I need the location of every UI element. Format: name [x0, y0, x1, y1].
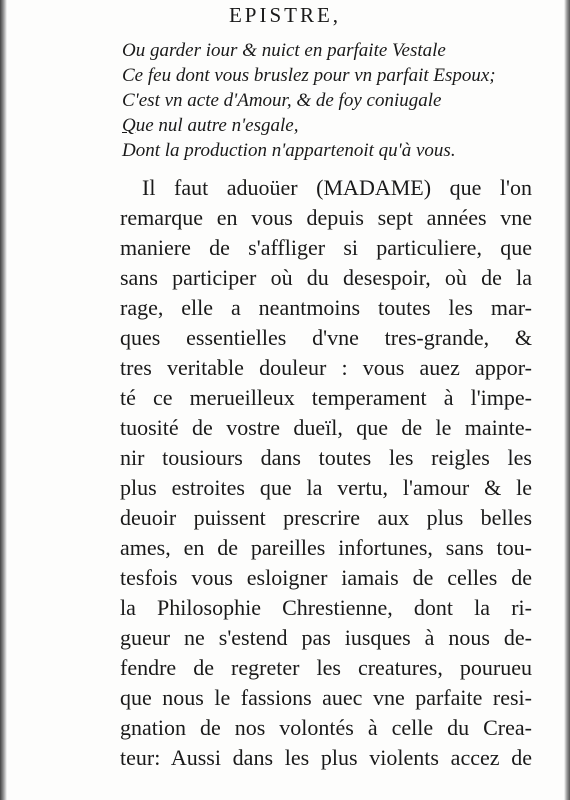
prose-line: té ce merueilleux temperament à l'impe- [120, 385, 532, 410]
running-head: EPISTRE, [228, 3, 342, 27]
prose-line: ques essentielles d'vne tres-grande, & [120, 325, 532, 350]
verse-line: C'est vn acte d'Amour, & de foy coniugale [122, 90, 442, 111]
page-gutter-shadow [0, 0, 7, 800]
verse-line: Ce feu dont vous bruslez pour vn parfait Espoux; [122, 65, 496, 86]
prose-line: nir tousiours dans toutes les reigles les [120, 445, 532, 470]
prose-line: ames, en de pareilles infortunes, sans tou- [120, 535, 532, 560]
verse-line: Ou garder iour & nuict en parfaite Vestale [122, 40, 446, 61]
prose-line: la Philosophie Chrestienne, dont la ri- [120, 595, 532, 620]
prose-line: deuoir puissent prescrire aux plus belles [120, 505, 532, 530]
prose-line: que nous le fassions auec vne parfaite resi- [120, 685, 532, 710]
prose-line: Il faut aduoüer (MADAME) que l'on [142, 175, 532, 200]
prose-line: maniere de s'affliger si particuliere, que [120, 235, 532, 260]
prose-line: fendre de regreter les creatures, pourueu [120, 655, 532, 680]
verse-line: Dont la production n'appartenoit qu'à vous. [122, 140, 456, 161]
prose-line: sans participer où du desespoir, où de la [120, 265, 532, 290]
prose-line: tesfois vous esloigner iamais de celles de [120, 565, 532, 590]
prose-line: remarque en vous depuis sept années vne [120, 205, 532, 230]
prose-line: tres veritable douleur : vous auez appor- [120, 355, 532, 380]
prose-line: gueur ne s'estend pas iusques à nous de- [120, 625, 532, 650]
prose-paragraph [120, 173, 532, 773]
prose-line: gnation de nos volontés à celle du Crea- [120, 715, 532, 740]
prose-line: plus estroites que la vertu, l'amour & le [120, 475, 532, 500]
page-edge-shadow [564, 0, 570, 800]
prose-line: tuosité de vostre dueïl, que de le mainte- [120, 415, 532, 440]
verse-initial-underline: Q [122, 115, 136, 136]
verse-line: Que nul autre n'esgale, [122, 115, 299, 136]
prose-line: teur: Aussi dans les plus violents accez de [120, 745, 532, 770]
prose-line: rage, elle a neantmoins toutes les mar- [120, 295, 532, 320]
verse-stanza [122, 38, 562, 163]
